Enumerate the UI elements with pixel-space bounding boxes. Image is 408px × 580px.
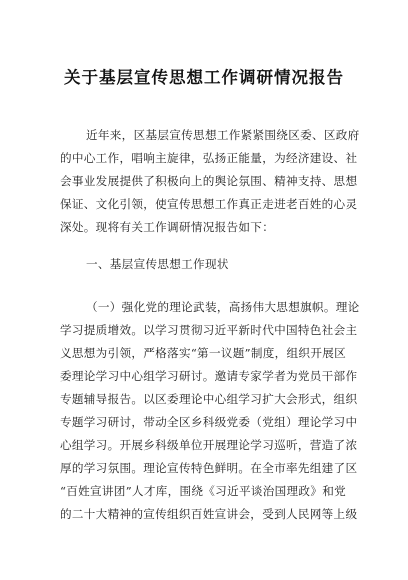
section-line: 的二十大精神的宣传组织百姓宣讲会，受到人民网等上级	[60, 507, 358, 521]
intro-line: 近年来，区基层宣传思想工作紧紧围绕区委、区政府	[86, 128, 360, 142]
section-line: “百姓宣讲团”人才库，围绕《习近平谈治国理政》和党	[60, 484, 347, 498]
section-line: 专题学习研讨，带动全区乡科级党委（党组）理论学习中	[60, 415, 358, 429]
section-line: 义思想为引领，严格落实“第一议题”制度，组织开展区	[60, 346, 347, 360]
section-line: 委理论学习中心组学习研讨。邀请专家学者为党员干部作	[60, 369, 358, 383]
intro-line: 深处。现将有关工作调研情况报告如下：	[60, 220, 275, 234]
document-title: 关于基层宣传思想工作调研情况报告	[64, 68, 344, 87]
intro-line: 会事业发展提供了积极向上的舆论氛围、精神支持、思想	[60, 174, 358, 188]
section-line: 学习提质增效。以学习贯彻习近平新时代中国特色社会主	[60, 323, 358, 337]
section-line: 厚的学习氛围。理论宣传特色鲜明。在全市率先组建了区	[60, 461, 358, 475]
section-heading: 一、基层宣传思想工作现状	[86, 257, 229, 271]
section-line: （一）强化党的理论武装，高扬伟大思想旗帜。理论	[86, 300, 360, 314]
section-line: 心组学习。开展乡科级单位开展理论学习巡听，营造了浓	[60, 438, 358, 452]
section-line: 专题辅导报告。以区委理论中心组学习扩大会形式，组织	[60, 392, 358, 406]
intro-line: 保证、文化引领，使宣传思想工作真正走进老百姓的心灵	[60, 197, 358, 211]
intro-line: 的中心工作，唱响主旋律，弘扬正能量，为经济建设、社	[60, 151, 358, 165]
